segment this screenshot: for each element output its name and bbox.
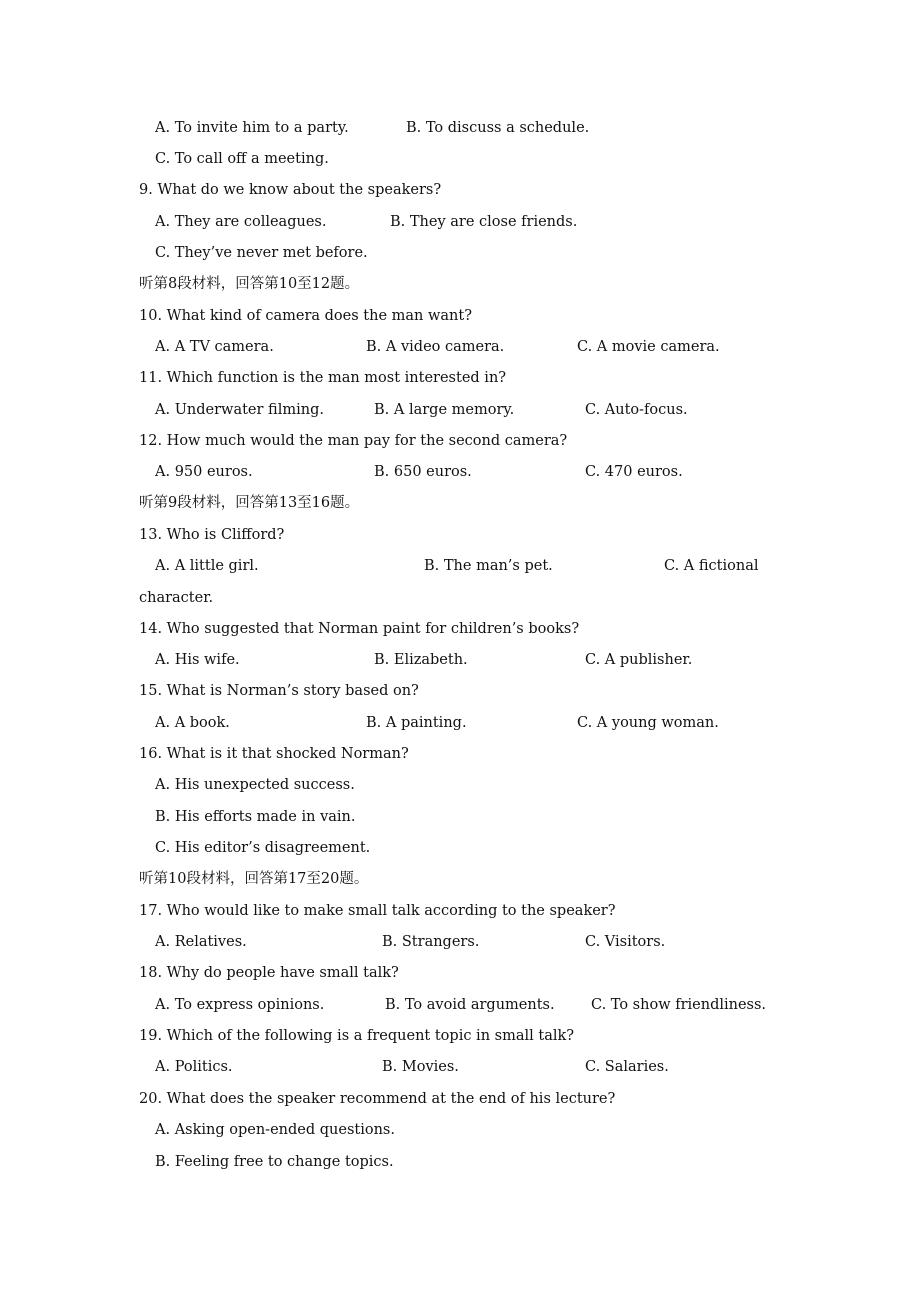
option-15a: A. A book. <box>155 715 230 731</box>
option-16c: C. His editor’s disagreement. <box>155 840 371 856</box>
option-16b: B. His efforts made in vain. <box>155 809 356 825</box>
option-20b: B. Feeling free to change topics. <box>155 1154 394 1170</box>
question-18: 18. Why do people have small talk? <box>139 965 399 981</box>
option-20a: A. Asking open-ended questions. <box>155 1122 395 1138</box>
question-19: 19. Which of the following is a frequent topic in small talk? <box>139 1028 575 1044</box>
question-12: 12. How much would the man pay for the second camera? <box>139 433 568 449</box>
option-14a: A. His wife. <box>155 652 240 668</box>
option-15b: B. A painting. <box>366 715 467 731</box>
option-17b: B. Strangers. <box>382 934 480 950</box>
question-14: 14. Who suggested that Norman paint for children’s books? <box>139 621 580 637</box>
section-heading-10: 听第10段材料，回答第17至20题。 <box>139 871 369 887</box>
option-8b: B. To discuss a schedule. <box>406 120 590 136</box>
question-13: 13. Who is Clifford? <box>139 527 285 543</box>
section-heading-9: 听第9段材料，回答第13至16题。 <box>139 495 360 511</box>
option-13b: B. The man’s pet. <box>424 558 553 574</box>
option-18a: A. To express opinions. <box>155 997 325 1013</box>
option-11a: A. Underwater filming. <box>155 402 324 418</box>
option-8a: A. To invite him to a party. <box>155 120 349 136</box>
option-14c: C. A publisher. <box>585 652 693 668</box>
option-12a: A. 950 euros. <box>155 464 253 480</box>
option-12c: C. 470 euros. <box>585 464 683 480</box>
question-20: 20. What does the speaker recommend at the end of his lecture? <box>139 1091 616 1107</box>
question-9: 9. What do we know about the speakers? <box>139 182 442 198</box>
option-12b: B. 650 euros. <box>374 464 472 480</box>
option-17c: C. Visitors. <box>585 934 666 950</box>
option-19c: C. Salaries. <box>585 1059 669 1075</box>
question-10: 10. What kind of camera does the man want? <box>139 308 472 324</box>
section-heading-8: 听第8段材料，回答第10至12题。 <box>139 276 360 292</box>
option-15c: C. A young woman. <box>577 715 719 731</box>
question-11: 11. Which function is the man most interested in? <box>139 370 507 386</box>
option-11c: C. Auto-focus. <box>585 402 688 418</box>
option-9c: C. They’ve never met before. <box>155 245 368 261</box>
option-9b: B. They are close friends. <box>390 214 578 230</box>
option-10c: C. A movie camera. <box>577 339 720 355</box>
option-16a: A. His unexpected success. <box>155 777 355 793</box>
option-13c-continued: character. <box>139 590 214 606</box>
option-19a: A. Politics. <box>155 1059 233 1075</box>
question-15: 15. What is Norman’s story based on? <box>139 683 419 699</box>
option-14b: B. Elizabeth. <box>374 652 468 668</box>
option-11b: B. A large memory. <box>374 402 515 418</box>
option-13c: C. A fictional <box>664 558 759 574</box>
question-16: 16. What is it that shocked Norman? <box>139 746 409 762</box>
option-13a: A. A little girl. <box>155 558 259 574</box>
option-10b: B. A video camera. <box>366 339 505 355</box>
option-9a: A. They are colleagues. <box>155 214 327 230</box>
option-19b: B. Movies. <box>382 1059 459 1075</box>
option-8c: C. To call off a meeting. <box>155 151 329 167</box>
question-17: 17. Who would like to make small talk according to the speaker? <box>139 903 616 919</box>
option-10a: A. A TV camera. <box>155 339 274 355</box>
option-18b: B. To avoid arguments. <box>385 997 555 1013</box>
option-18c: C. To show friendliness. <box>591 997 767 1013</box>
option-17a: A. Relatives. <box>155 934 247 950</box>
